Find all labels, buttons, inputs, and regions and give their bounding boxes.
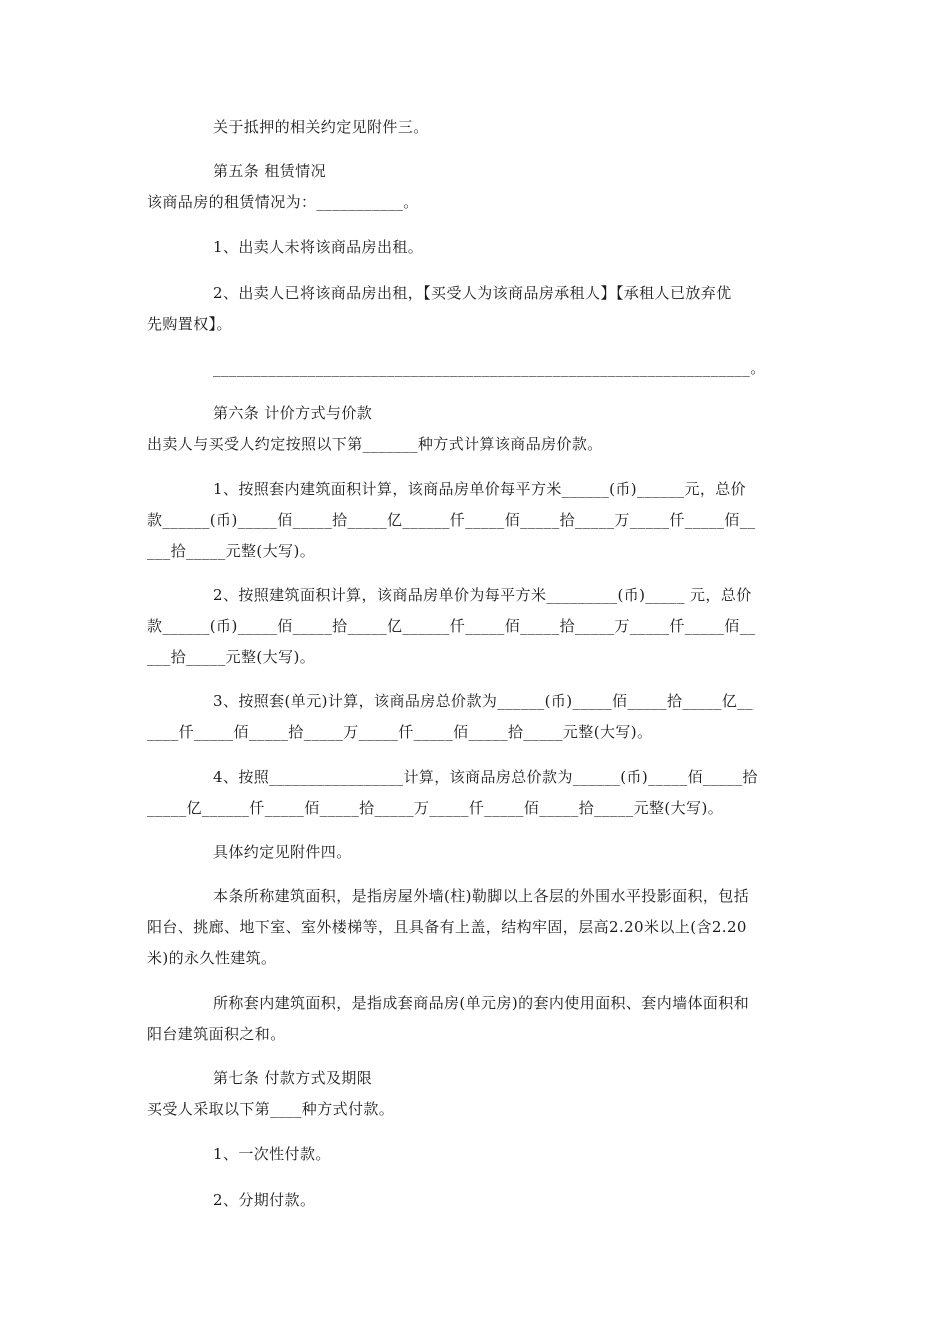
pricing-option-2-line-2: 款______(币)_____佰_____拾_____亿______仟_____佰_____拾_____万_____仟_____佰__ [147, 617, 756, 635]
building-area-def-line-1: 本条所称建筑面积，是指房屋外墙(柱)勒脚以上各层的外围水平投影面积，包括 [213, 887, 750, 905]
inner-area-def-line-1: 所称套内建筑面积，是指成套商品房(单元房)的套内使用面积、套内墙体面积和 [213, 994, 750, 1012]
building-area-def-line-3: 米)的永久性建筑。 [147, 949, 277, 967]
pricing-option-4-line-1: 4、按照_________________计算，该商品房总价款为______(币)_____佰_____拾 [213, 768, 758, 786]
pricing-option-3-line-2: ____仟_____佰_____拾_____万_____仟_____佰_____拾_____元整(大写)。 [147, 723, 653, 741]
lease-option-1: 1、出卖人未将该商品房出租。 [213, 238, 424, 256]
pricing-option-2-line-1: 2、按照建筑面积计算，该商品房单价为每平方米_________(币)_____ 元，总价 [213, 586, 752, 604]
pricing-option-3-line-1: 3、按照套(单元)计算，该商品房总价款为______(币)_____佰_____拾_____亿__ [213, 692, 754, 710]
pricing-option-1-line-1: 1、按照套内建筑面积计算，该商品房单价每平方米______(币)______元，总价 [213, 480, 747, 498]
building-area-def-line-2: 阳台、挑廊、地下室、室外楼梯等，且具备有上盖，结构牢固，层高2.20米以上(含2.20 [147, 918, 747, 936]
payment-option-1: 1、一次性付款。 [213, 1145, 331, 1163]
article-7-heading: 第七条 付款方式及期限 [213, 1069, 373, 1087]
pricing-option-4-line-2: _____亿______仟_____佰_____拾_____万_____仟_____佰_____拾_____元整(大写)。 [147, 799, 724, 817]
paragraph-mortgage-note: 关于抵押的相关约定见附件三。 [213, 118, 429, 136]
lease-option-2-line-1: 2、出卖人已将该商品房出租，【买受人为该商品房承租人】【承租人已放弃优 [213, 284, 732, 302]
attachment-4-note: 具体约定见附件四。 [213, 843, 352, 861]
pricing-option-1-line-3: ___拾_____元整(大写)。 [147, 542, 316, 560]
payment-option-2: 2、分期付款。 [213, 1191, 316, 1209]
payment-method-line: 买受人采取以下第____种方式付款。 [147, 1100, 395, 1118]
inner-area-def-line-2: 阳台建筑面积之和。 [147, 1025, 286, 1043]
blank-fill-line: ____________________________________________________________________。 [213, 359, 766, 377]
article-5-heading: 第五条 租赁情况 [213, 162, 326, 180]
lease-option-2-line-2: 先购置权】。 [147, 315, 232, 333]
pricing-option-2-line-3: ___拾_____元整(大写)。 [147, 648, 316, 666]
pricing-method-line: 出卖人与买受人约定按照以下第_______种方式计算该商品房价款。 [147, 435, 603, 453]
lease-status-line: 该商品房的租赁情况为：___________。 [147, 193, 419, 211]
article-6-heading: 第六条 计价方式与价款 [213, 404, 373, 422]
pricing-option-1-line-2: 款______(币)_____佰_____拾_____亿______仟_____佰_____拾_____万_____仟_____佰__ [147, 511, 756, 529]
